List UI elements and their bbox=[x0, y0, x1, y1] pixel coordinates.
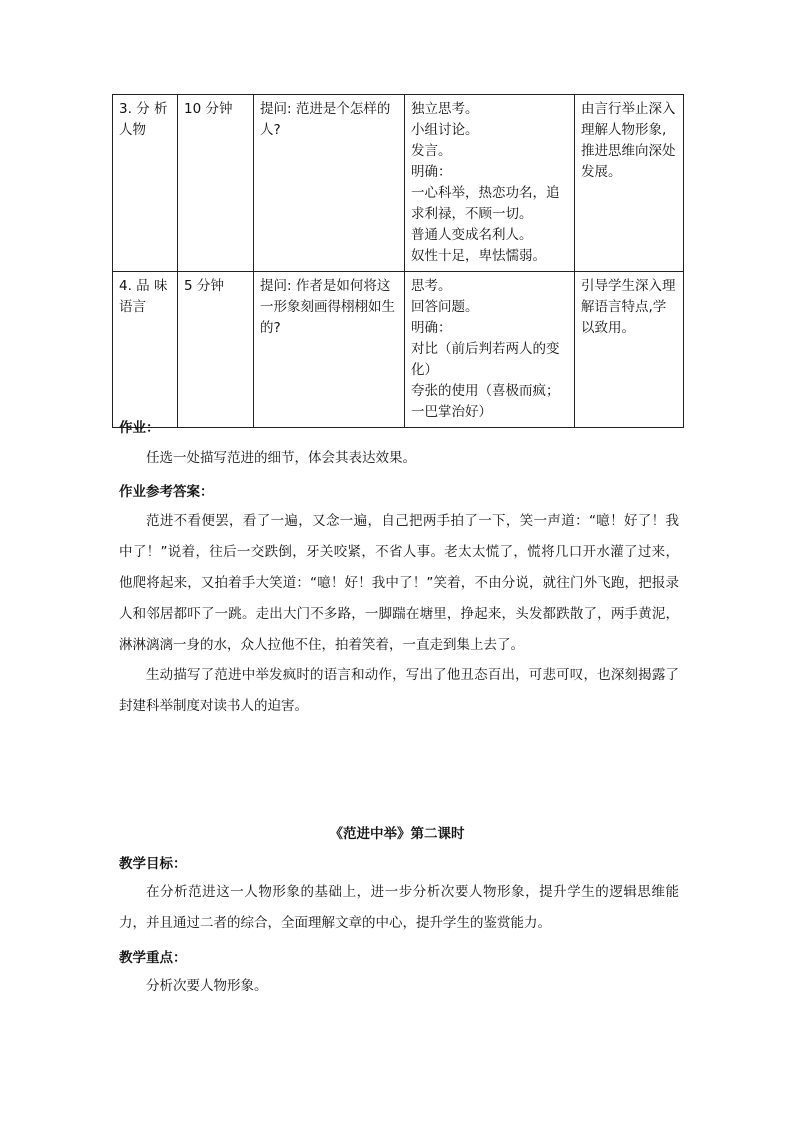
homework-text: 任选一处描写范进的细节，体会其表达效果。 bbox=[146, 450, 416, 466]
student-activity-cell bbox=[405, 272, 575, 428]
teaching-focus-text: 分析次要人物形象。 bbox=[146, 978, 268, 994]
student-activity-cell bbox=[405, 95, 575, 272]
lesson-plan-table bbox=[112, 94, 684, 428]
table-row bbox=[113, 272, 684, 428]
lesson2-title: 《范进中举》第二课时 bbox=[329, 826, 465, 842]
student-activity-line: 夸张的使用（喜极而疯；一巴掌治好） bbox=[411, 383, 560, 420]
student-activity-line: 对比（前后判若两人的变化） bbox=[411, 341, 560, 378]
answer-summary: 生动描写了范进中举发疯时的语言和动作，写出了他丑态百出，可悲可叹，也深刻揭露了封建科举制度对读书人的迫害。 bbox=[119, 667, 679, 714]
teaching-focus-heading: 教学重点： bbox=[119, 950, 187, 966]
teacher-activity-cell: 提问: 范进是个怎样的人? bbox=[254, 95, 405, 272]
student-activity-line: 回答问题。 bbox=[411, 299, 479, 315]
student-activity-line: 奴性十足，卑怯懦弱。 bbox=[411, 248, 546, 264]
student-activity-line: 明确： bbox=[411, 164, 452, 180]
teaching-goal-heading: 教学目标： bbox=[119, 856, 187, 872]
time-cell: 10 分钟 bbox=[178, 95, 254, 272]
student-activity-line: 思考。 bbox=[411, 278, 452, 294]
teaching-goal-text: 在分析范进这一人物形象的基础上，进一步分析次要人物形象，提升学生的逻辑思维能力，并且通过二者的综合，全面理解文章的中心，提升学生的鉴赏能力。 bbox=[119, 884, 679, 931]
teacher-activity-cell: 提问: 作者是如何将这一形象刻画得栩栩如生的? bbox=[254, 272, 405, 428]
design-intent-cell: 引导学生深入理解语言特点,学以致用。 bbox=[575, 272, 684, 428]
table-row bbox=[113, 95, 684, 272]
answer-paragraph: 范进不看便罢，看了一遍，又念一遍，自己把两手拍了一下，笑一声道：“噫！好了！我中了！”说着，往后一交跌倒，牙关咬紧，不省人事。老太太慌了，慌将几口开水灌了过来，他爬将起来，又拍着手大笑道：“噫！好！我中了！”笑着，不由分说，就往门外飞跑，把报录人和邻居都吓了一跳。走出大门不多路，一脚踹在塘里，挣起来，头发都跌散了，两手黄泥，淋淋漓漓一身的水，众人拉他不住，拍着笑着，一直走到集上去了。 bbox=[119, 513, 679, 653]
stage-cell: 4. 品 味 语言 bbox=[113, 272, 178, 428]
student-activity-line: 一心科举，热恋功名，追求利禄，不顾一切。 bbox=[411, 185, 560, 222]
student-activity-line: 普通人变成名利人。 bbox=[411, 227, 533, 243]
design-intent-cell: 由言行举止深入理解人物形象,推进思维向深处发展。 bbox=[575, 95, 684, 272]
homework-heading: 作业： bbox=[119, 420, 160, 436]
student-activity-line: 独立思考。 bbox=[411, 101, 479, 117]
time-cell: 5 分钟 bbox=[178, 272, 254, 428]
answer-heading: 作业参考答案： bbox=[119, 484, 214, 500]
student-activity-line: 发言。 bbox=[411, 143, 452, 159]
student-activity-line: 明确： bbox=[411, 320, 452, 336]
stage-cell: 3. 分 析 人物 bbox=[113, 95, 178, 272]
student-activity-line: 小组讨论。 bbox=[411, 122, 479, 138]
